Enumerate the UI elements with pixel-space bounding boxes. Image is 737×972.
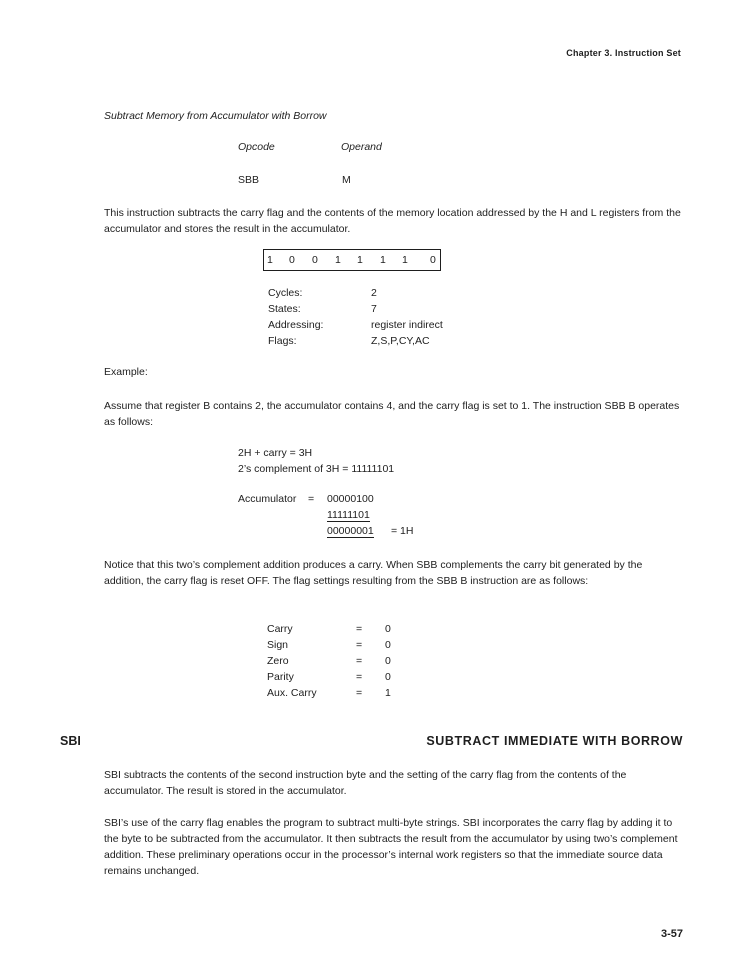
addressing-value: register indirect [371, 319, 443, 331]
operand-value: M [342, 174, 351, 186]
flag-value: 1 [385, 687, 391, 699]
flags-label: Flags: [268, 335, 297, 347]
flag-name: Carry [267, 623, 293, 635]
calc-line-2: 2’s complement of 3H = 11111101 [238, 463, 395, 475]
accumulator-value: 00000100 [327, 493, 374, 505]
flag-equals: = [356, 655, 363, 667]
flag-name: Sign [267, 639, 289, 651]
cycles-label: Cycles: [268, 287, 303, 299]
sbi-paragraph-1: SBI subtracts the contents of the second instruction byte and the setting of the carry flag from the contents of the accumulator. The result is stored in the accumulator. [104, 769, 627, 797]
opcode-value: SBB [238, 174, 260, 186]
flag-value: 0 [385, 623, 391, 635]
flag-value: 0 [385, 655, 391, 667]
cycles-value: 2 [371, 287, 377, 299]
flag-equals: = [356, 671, 363, 683]
states-value: 7 [371, 303, 377, 315]
example-label: Example: [104, 366, 148, 378]
flag-equals: = [356, 687, 363, 699]
flag-value: 0 [385, 639, 391, 651]
sum-row [327, 523, 374, 539]
addend-value: 11111101 [327, 509, 370, 521]
calc-line-1: 2H + carry = 3H [238, 447, 313, 459]
section-mnemonic: SBI [60, 734, 81, 748]
section-title: SUBTRACT IMMEDIATE WITH BORROW [426, 734, 683, 748]
carry-notice: Notice that this two’s complement addition produces a carry. When SBB complements the carry bit generated by the addition, the carry flag is reset OFF. The flag settings resulting from the SBB B instruction are as follows: [104, 559, 643, 587]
flags-value: Z,S,P,CY,AC [371, 335, 430, 347]
flag-name: Zero [267, 655, 289, 667]
instruction-heading: Subtract Memory from Accumulator with Borrow [104, 110, 327, 122]
opcode-bit-pattern [263, 249, 441, 271]
running-header: Chapter 3. Instruction Set [566, 48, 681, 58]
sum-hex: = 1H [391, 525, 414, 537]
bit-3: 1 [357, 254, 363, 266]
addressing-label: Addressing: [268, 319, 324, 331]
bit-1: 1 [402, 254, 408, 266]
operand-label: Operand [341, 141, 382, 153]
states-label: States: [268, 303, 301, 315]
bit-2: 1 [380, 254, 386, 266]
bit-6: 0 [289, 254, 295, 266]
addend-row [327, 507, 382, 523]
accumulator-equals: = [308, 493, 315, 505]
sbi-paragraph-2: SBI’s use of the carry flag enables the program to subtract multi-byte strings. SBI incorporates the carry flag by adding it to the byte to be subtracted from the accumulator. It then subtracts the result from the accumulator by using two’s complement addition. These preliminary operations occur in the processor’s internal work registers so that the immediate source data remains unchanged. [104, 817, 678, 877]
bit-7: 1 [267, 254, 273, 266]
bit-0: 0 [430, 254, 436, 266]
flag-equals: = [356, 639, 363, 651]
accumulator-label: Accumulator [238, 493, 297, 505]
page-number: 3-57 [660, 928, 683, 940]
flag-name: Aux. Carry [267, 687, 317, 699]
instruction-description: This instruction subtracts the carry flag and the contents of the memory location addressed by the H and L registers from the accumulator and stores the result in the accumulator. [104, 207, 681, 235]
flag-equals: = [356, 623, 363, 635]
example-intro: Assume that register B contains 2, the accumulator contains 4, and the carry flag is set to 1. The instruction SBB B operates as follows: [104, 400, 680, 428]
opcode-label: Opcode [238, 141, 275, 153]
flag-name: Parity [267, 671, 294, 683]
sum-value: 00000001 [327, 525, 374, 537]
bit-5: 0 [312, 254, 318, 266]
flag-value: 0 [385, 671, 391, 683]
bit-4: 1 [335, 254, 341, 266]
